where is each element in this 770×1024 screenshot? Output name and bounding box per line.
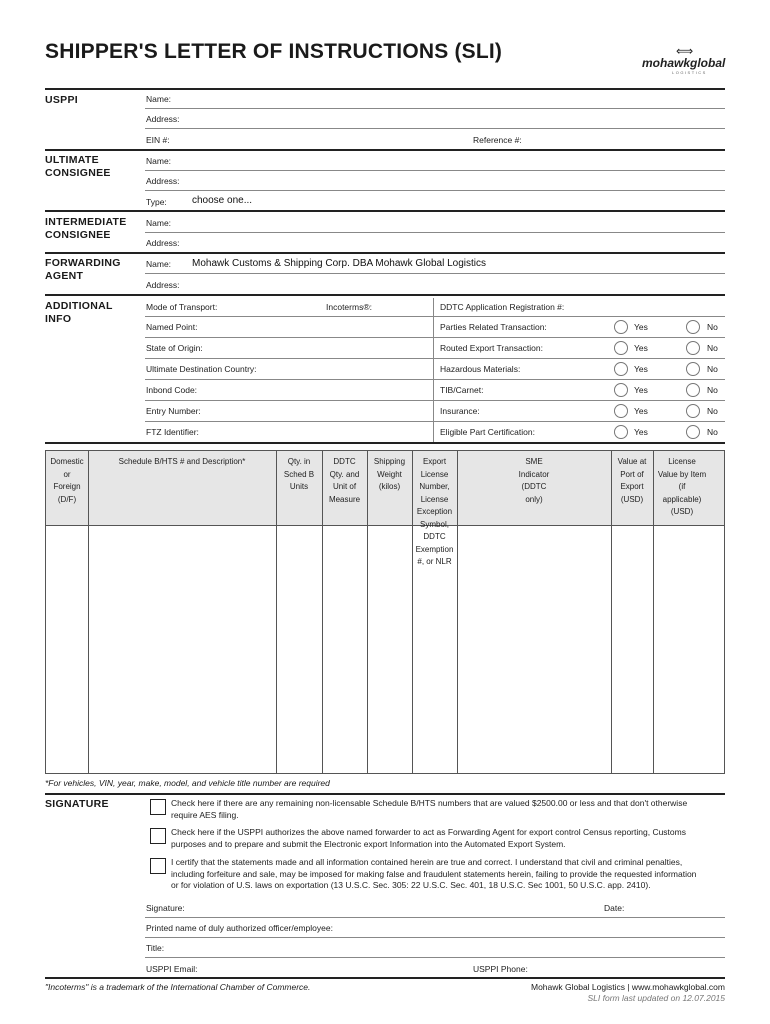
form-updated-date: SLI form last updated on 12.07.2015 (587, 993, 725, 1003)
commodity-table (45, 450, 725, 774)
table-cell[interactable] (612, 526, 652, 772)
column-header (457, 456, 611, 506)
divider (145, 273, 725, 274)
column-header (367, 456, 412, 494)
yes-radio[interactable] (614, 341, 628, 355)
yes-radio[interactable] (614, 425, 628, 439)
checkbox-label (171, 827, 686, 850)
divider (145, 917, 725, 918)
no-radio[interactable] (686, 341, 700, 355)
checkbox-text-line: or for violation of U.S. laws on exportation (13 U.S.C. Sec. 305: 22 U.S.C. Sec. 401, 18 U.S.C. Sec 1001, 50 U.S.C. app. 2410). (171, 880, 651, 890)
divider (145, 379, 725, 380)
forwarding-name-label: Name: (146, 259, 172, 269)
checkbox-text-line: Check here if the USPPI authorizes the above named forwarder to act as Forwarding Agent for export control Census reporting, Customs (171, 827, 686, 837)
section-divider (45, 210, 725, 212)
header-line: Port of (620, 469, 644, 479)
usppi-email-field[interactable]: USPPI Email: (146, 964, 198, 974)
additional-right-field: Routed Export Transaction: (440, 343, 544, 353)
heading-line: INFO (45, 313, 72, 325)
heading-line: INTERMEDIATE (45, 216, 127, 228)
divider (145, 108, 725, 109)
certification-checkbox[interactable] (150, 828, 166, 844)
column-header (88, 456, 276, 469)
checkbox-text-line: purposes and to prepare and submit the Electronic export Information into the Automated Export System. (171, 838, 566, 849)
no-radio[interactable] (686, 404, 700, 418)
no-label: No (707, 364, 718, 374)
checkbox-text-line: I certify that the statements made and all information contained herein are true and correct. I understand that civil and criminal penalties, (171, 857, 683, 867)
ultimate-type-select[interactable]: choose one... (192, 195, 253, 206)
table-cell[interactable] (47, 526, 87, 772)
column-header (322, 456, 367, 506)
header-line: (DDTC (521, 482, 547, 491)
ultimate-consignee-heading (45, 154, 111, 180)
table-cell[interactable] (277, 526, 321, 772)
additional-info-heading (45, 300, 113, 326)
no-radio[interactable] (686, 383, 700, 397)
no-label: No (707, 322, 718, 332)
yes-label: Yes (634, 385, 648, 395)
usppi-reference-field[interactable]: Reference #: (473, 135, 522, 145)
section-divider (45, 977, 725, 979)
column-header (46, 456, 88, 506)
date-field[interactable]: Date: (604, 903, 625, 913)
additional-left-field[interactable]: Entry Number: (146, 406, 201, 416)
divider (145, 937, 725, 938)
certification-checkbox[interactable] (150, 799, 166, 815)
printed-name-field[interactable]: Printed name of duly authorized officer/employee: (146, 923, 333, 933)
page-title: SHIPPER'S LETTER OF INSTRUCTIONS (SLI) (45, 40, 503, 63)
header-line: Value by Item (657, 469, 707, 479)
header-line: Qty. and (329, 469, 360, 479)
forwarding-address-field[interactable]: Address: (146, 280, 180, 290)
divider (145, 128, 725, 129)
forwarding-agent-heading (45, 257, 121, 283)
header-line: (kilos) (378, 482, 401, 491)
header-line: Domestic (50, 457, 84, 466)
table-cell[interactable] (458, 526, 610, 772)
section-divider (45, 442, 725, 444)
usppi-ein-field[interactable]: EIN #: (146, 135, 170, 145)
mode-of-transport-field[interactable]: Mode of Transport: (146, 302, 218, 312)
additional-left-field[interactable]: Inbond Code: (146, 385, 198, 395)
heading-line: CONSIGNEE (45, 229, 111, 241)
header-line: #, or NLR (417, 557, 452, 566)
yes-label: Yes (634, 406, 648, 416)
checkbox-label (171, 857, 696, 892)
logo-wordmark: mohawkglobal (642, 56, 726, 70)
header-line: Qty. in (287, 457, 311, 466)
no-radio[interactable] (686, 362, 700, 376)
header-line: (D/F) (57, 494, 77, 504)
yes-radio[interactable] (614, 383, 628, 397)
yes-radio[interactable] (614, 404, 628, 418)
column-header (653, 456, 711, 519)
header-line: Sched B (283, 469, 315, 479)
header-line: Value at (617, 457, 647, 466)
divider (145, 190, 725, 191)
usppi-phone-field[interactable]: USPPI Phone: (473, 964, 528, 974)
section-divider (45, 294, 725, 296)
header-line: Weight (377, 469, 402, 479)
additional-right-field: Eligible Part Certification: (440, 427, 535, 437)
ultimate-address-field[interactable]: Address: (146, 176, 180, 186)
forwarding-name-value[interactable]: Mohawk Customs & Shipping Corp. DBA Mohawk Global Logistics (192, 258, 487, 269)
table-cell[interactable] (654, 526, 710, 772)
checkbox-text-line: including forfeiture and sale, may be imposed for making false and fraudulent statements herein, failing to provide the requested information (171, 868, 697, 879)
yes-label: Yes (634, 427, 648, 437)
additional-left-field[interactable]: State of Origin: (146, 343, 203, 353)
header-line: (USD) (670, 507, 694, 516)
signature-heading: SIGNATURE (45, 798, 109, 810)
checkbox-text-line: Check here if there are any remaining non-licensable Schedule B/HTS numbers that are valued $2500.00 or less and that don't otherwise (171, 798, 688, 808)
header-line: Exception Symbol, DDTC Exemption (415, 507, 454, 554)
usppi-name-field[interactable]: Name: (146, 94, 172, 104)
divider (145, 316, 725, 317)
additional-left-field[interactable]: Ultimate Destination Country: (146, 364, 257, 374)
header-line: only) (525, 494, 543, 504)
header-line: Export (620, 482, 644, 491)
ultimate-name-field[interactable]: Name: (146, 156, 172, 166)
additional-left-field[interactable]: Named Point: (146, 322, 198, 332)
divider (145, 358, 725, 359)
column-header (276, 456, 322, 494)
company-contact: Mohawk Global Logistics | www.mohawkglobal.com (530, 982, 725, 992)
divider (145, 232, 725, 233)
section-divider (45, 149, 725, 151)
vehicle-note: *For vehicles, VIN, year, make, model, and vehicle title number are required (45, 778, 330, 788)
signature-field[interactable]: Signature: (146, 903, 185, 913)
intermediate-consignee-heading (45, 216, 127, 242)
intermediate-address-field[interactable]: Address: (146, 238, 180, 248)
yes-label: Yes (634, 322, 648, 332)
ultimate-type-label: Type: (146, 197, 167, 207)
title-divider (45, 88, 725, 90)
company-logo (642, 44, 730, 76)
additional-right-field: Parties Related Transaction: (440, 322, 547, 332)
title-field[interactable]: Title: (146, 943, 165, 953)
no-label: No (707, 343, 718, 353)
additional-right-field: Insurance: (440, 406, 480, 416)
header-line: DDTC (333, 457, 356, 466)
header-line: Indicator (518, 469, 550, 479)
yes-label: Yes (634, 364, 648, 374)
divider (145, 957, 725, 958)
additional-right-field: Hazardous Materials: (440, 364, 521, 374)
heading-line: AGENT (45, 270, 84, 282)
yes-radio[interactable] (614, 320, 628, 334)
header-line: Shipping (373, 457, 406, 466)
section-divider (45, 793, 725, 795)
section-divider (45, 252, 725, 254)
table-cell[interactable] (323, 526, 366, 772)
divider (145, 421, 725, 422)
yes-radio[interactable] (614, 362, 628, 376)
usppi-address-field[interactable]: Address: (146, 114, 180, 124)
no-radio[interactable] (686, 320, 700, 334)
table-cell[interactable] (368, 526, 411, 772)
no-label: No (707, 406, 718, 416)
header-line: Measure (328, 494, 361, 504)
yes-label: Yes (634, 343, 648, 353)
no-label: No (707, 427, 718, 437)
no-label: No (707, 385, 718, 395)
header-line: Unit of (332, 482, 357, 491)
no-radio[interactable] (686, 425, 700, 439)
double-arrow-icon: ⟺ (676, 44, 694, 58)
header-line: Units (289, 482, 309, 491)
additional-left-field[interactable]: FTZ Identifier: (146, 427, 199, 437)
header-line: (if (678, 482, 686, 491)
ddtc-registration-field[interactable]: DDTC Application Registration #: (440, 302, 565, 312)
incoterms-field[interactable]: Incoterms®: (326, 302, 372, 312)
heading-line: FORWARDING (45, 257, 121, 269)
header-line: (USD) (620, 494, 644, 504)
header-line: applicable) (662, 494, 702, 504)
certification-checkbox[interactable] (150, 858, 166, 874)
usppi-heading: USPPI (45, 94, 79, 106)
incoterms-trademark-note: "Incoterms" is a trademark of the International Chamber of Commerce. (45, 982, 311, 992)
checkbox-label (171, 798, 687, 821)
checkbox-text-line: require AES filing. (171, 809, 239, 820)
header-line: Schedule B/HTS # and Description* (118, 457, 246, 466)
heading-line: ULTIMATE (45, 154, 99, 166)
header-line: Foreign (53, 482, 81, 491)
intermediate-name-field[interactable]: Name: (146, 218, 172, 228)
divider (145, 400, 725, 401)
divider (145, 170, 725, 171)
header-line: or (63, 469, 71, 479)
table-cell[interactable] (89, 526, 275, 772)
heading-line: ADDITIONAL (45, 300, 113, 312)
header-line: SME (525, 457, 543, 466)
divider (145, 337, 725, 338)
footer-company (480, 982, 725, 1004)
column-header (611, 456, 653, 506)
additional-right-field: TIB/Carnet: (440, 385, 484, 395)
header-line: License (668, 457, 696, 466)
table-cell[interactable] (413, 526, 456, 772)
heading-line: CONSIGNEE (45, 167, 111, 179)
header-line: Export License Number, License (419, 457, 450, 504)
logo-tagline: LOGISTICS (672, 70, 707, 75)
